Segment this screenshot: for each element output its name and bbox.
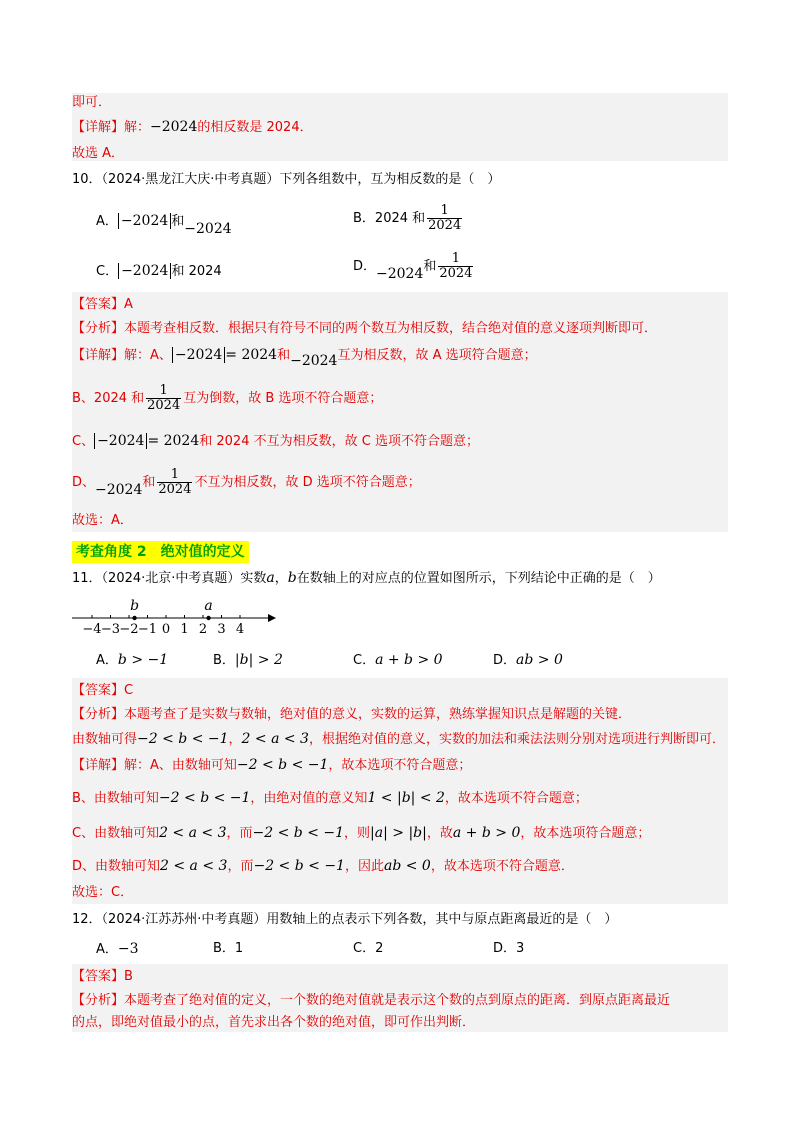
detail-line	[72, 118, 313, 137]
conclusion-line: 故选：C．	[72, 885, 134, 900]
option-label: C．	[96, 264, 119, 279]
number-line-figure	[72, 594, 277, 636]
detail-line-b	[72, 789, 588, 808]
math-expr: −2 < b < −1	[137, 731, 229, 747]
detail-text: B、由数轴可知	[72, 791, 159, 806]
text-line: 即可．	[72, 95, 112, 110]
math-expr: ab > 0	[516, 652, 563, 668]
connector-text: 和	[171, 214, 185, 229]
option-label: A．	[96, 653, 118, 668]
stem-text: 在数轴上的对应点的位置如图所示，下列结论中正确的是（ ）	[296, 571, 661, 586]
option-label: D．	[353, 259, 377, 274]
math-expr: 2 < a < 3	[159, 825, 227, 841]
numerator: 1	[157, 468, 192, 483]
var-b: b	[287, 570, 297, 586]
abs-expr: −2024	[118, 213, 171, 229]
detail-text: 互为相反数，故 A 选项符合题意；	[337, 348, 537, 363]
detail-line-a	[72, 756, 471, 775]
math-expr: 2 < a < 3	[160, 858, 228, 874]
detail-text: ，由绝对值的意义知	[250, 791, 368, 806]
math-expr: −2024	[150, 119, 198, 135]
option-d	[353, 252, 475, 281]
abs-expr: −2024	[94, 433, 147, 449]
option-d: D．3	[493, 941, 525, 956]
connector-text: 和	[142, 475, 156, 490]
option-a	[96, 940, 139, 959]
tick-label: −1	[137, 622, 158, 636]
detail-text: 互为倒数，故 B 选项不符合题意；	[183, 391, 383, 406]
detail-text: 不互为相反数，故 D 选项不符合题意；	[194, 475, 421, 490]
fraction	[157, 468, 192, 497]
detail-text: ，则	[344, 826, 371, 841]
denominator: 2024	[147, 398, 181, 413]
math-expr: −2024	[95, 482, 143, 498]
fraction	[427, 204, 462, 233]
analysis-text: ，	[228, 732, 242, 747]
math-expr: 1 < |b| < 2	[367, 790, 445, 806]
option-b	[353, 204, 464, 233]
answer-line: 【答案】C	[72, 683, 134, 698]
math-expr: a + b > 0	[452, 825, 521, 841]
tick-label: −2	[119, 622, 139, 636]
math-expr: ab < 0	[383, 858, 431, 874]
math-expr: −2024	[376, 266, 424, 282]
question-11-stem	[72, 569, 661, 588]
detail-text: ，而	[226, 826, 253, 841]
numerator: 1	[438, 252, 473, 267]
tick-label: −4	[82, 622, 102, 636]
analysis-line-2: 的点，即绝对值最小的点，首先求出各个数的绝对值，即可作出判断．	[72, 1015, 476, 1030]
detail-line-b	[72, 384, 382, 413]
analysis-line-2	[72, 730, 725, 749]
option-label: B．	[213, 653, 235, 668]
option-b: B．1	[213, 941, 244, 956]
denominator: 2024	[158, 482, 192, 497]
math-expr: b > −1	[117, 652, 169, 668]
detail-text: ，故本选项符合题意；	[520, 826, 651, 841]
option-label: A．	[96, 214, 118, 229]
detail-text: C、由数轴可知	[72, 826, 160, 841]
question-10-stem: 10．（2024·黑龙江大庆·中考真题）下列各组数中，互为相反数的是（ ）	[72, 172, 501, 187]
conclusion-line: 故选 A．	[72, 146, 125, 161]
math-expr: −2024	[290, 353, 338, 369]
option-label: D．	[493, 653, 517, 668]
detail-line-d	[72, 857, 574, 876]
detail-text: C、	[72, 434, 95, 449]
denominator: 2024	[428, 218, 462, 233]
math-expr: −2 < b < −1	[253, 858, 345, 874]
math-expr: 2 < a < 3	[241, 731, 309, 747]
detail-label: 【详解】解：A、	[72, 348, 172, 363]
detail-line-d	[72, 468, 421, 497]
answer-line: 【答案】A	[72, 297, 133, 312]
detail-line-c	[72, 432, 479, 451]
detail-text: ，故本选项不符合题意．	[430, 859, 574, 874]
math-expr: = 2024	[225, 347, 278, 363]
option-d	[493, 651, 563, 670]
option-c	[96, 262, 222, 281]
arrow-head-icon	[268, 614, 276, 622]
var-a: a	[266, 570, 275, 586]
number-line-ticks	[82, 598, 244, 636]
point-a-dot	[206, 616, 210, 620]
tick-label: −3	[100, 622, 121, 636]
math-expr: |a| > |b|	[370, 825, 427, 841]
detail-text: D、	[72, 475, 96, 490]
option-c: C．2	[353, 941, 384, 956]
math-expr: −2 < b < −1	[236, 757, 329, 773]
abs-expr: −2024	[172, 347, 225, 363]
fraction	[146, 384, 181, 413]
connector-text: 和	[423, 259, 437, 274]
tick-label: 3	[217, 622, 226, 636]
tick-label: 2	[198, 622, 208, 636]
conclusion-line: 故选：A．	[72, 513, 133, 528]
detail-text: ，故	[426, 826, 453, 841]
analysis-line: 【分析】本题考查了绝对值的定义，一个数的绝对值就是表示这个数的点到原点的距离．到原点距离最近	[72, 993, 671, 1008]
option-label: B．2024 和	[353, 211, 426, 226]
detail-text: ，而	[227, 859, 254, 874]
detail-text: ，故本选项不符合题意；	[444, 791, 588, 806]
detail-text: B、2024 和	[72, 391, 145, 406]
abs-expr: −2024	[118, 263, 171, 279]
analysis-line: 【分析】本题考查了是实数与数轴，绝对值的意义，实数的运算，熟练掌握知识点是解题的关键．	[72, 707, 632, 722]
detail-text: ，故本选项不符合题意；	[328, 758, 472, 773]
math-expr: |b| > 2	[234, 652, 283, 668]
option-c	[353, 651, 443, 670]
section-heading: 考查角度 2 绝对值的定义	[72, 541, 249, 563]
tick-label: 1	[180, 622, 189, 636]
numerator: 1	[427, 204, 462, 219]
fraction	[438, 252, 473, 281]
option-a	[96, 651, 168, 670]
math-expr: a + b > 0	[375, 652, 443, 668]
tick-label: 0	[161, 622, 171, 636]
point-b-dot	[132, 616, 136, 620]
detail-text: 和 2024 不互为相反数，故 C 选项不符合题意；	[199, 434, 479, 449]
detail-text: D、由数轴可知	[72, 859, 161, 874]
stem-text: 11．（2024·北京·中考真题）实数	[72, 571, 267, 586]
detail-line-c	[72, 824, 650, 843]
detail-text: ，因此	[344, 859, 384, 874]
math-expr: −2 < b < −1	[252, 825, 345, 841]
point-a-label: a	[204, 598, 213, 614]
denominator: 2024	[439, 266, 473, 281]
analysis-text: 由数轴可得	[72, 732, 138, 747]
analysis-text: ，根据绝对值的意义，实数的加法和乘法法则分别对选项进行判断即可．	[308, 732, 725, 747]
tick-label: 4	[235, 622, 245, 636]
point-b-label: b	[130, 598, 140, 614]
analysis-line: 【分析】本题考查相反数．根据只有符号不同的两个数互为相反数，结合绝对值的意义逐项判断即可．	[72, 321, 658, 336]
detail-text: 【详解】解：A、由数轴可知	[72, 758, 237, 773]
option-label: A．	[96, 942, 118, 957]
connector-text: 和	[277, 348, 291, 363]
detail-line	[72, 346, 537, 369]
option-b	[213, 651, 283, 670]
math-expr: = 2024	[147, 433, 200, 449]
option-label: C．	[353, 653, 376, 668]
connector-text: 和 2024	[171, 264, 222, 279]
math-expr: −2024	[184, 221, 232, 237]
math-expr: −3	[117, 941, 139, 957]
option-a	[96, 212, 232, 237]
stem-text: ，	[274, 571, 288, 586]
answer-line: 【答案】B	[72, 969, 133, 984]
math-expr: −2 < b < −1	[158, 790, 251, 806]
numerator: 1	[146, 384, 181, 399]
detail-text: 的相反数是 2024．	[197, 120, 313, 135]
question-12-stem: 12．（2024·江苏苏州·中考真题）用数轴上的点表示下列各数，其中与原点距离最近的是（ ）	[72, 912, 618, 927]
detail-label: 【详解】解：	[72, 120, 151, 135]
